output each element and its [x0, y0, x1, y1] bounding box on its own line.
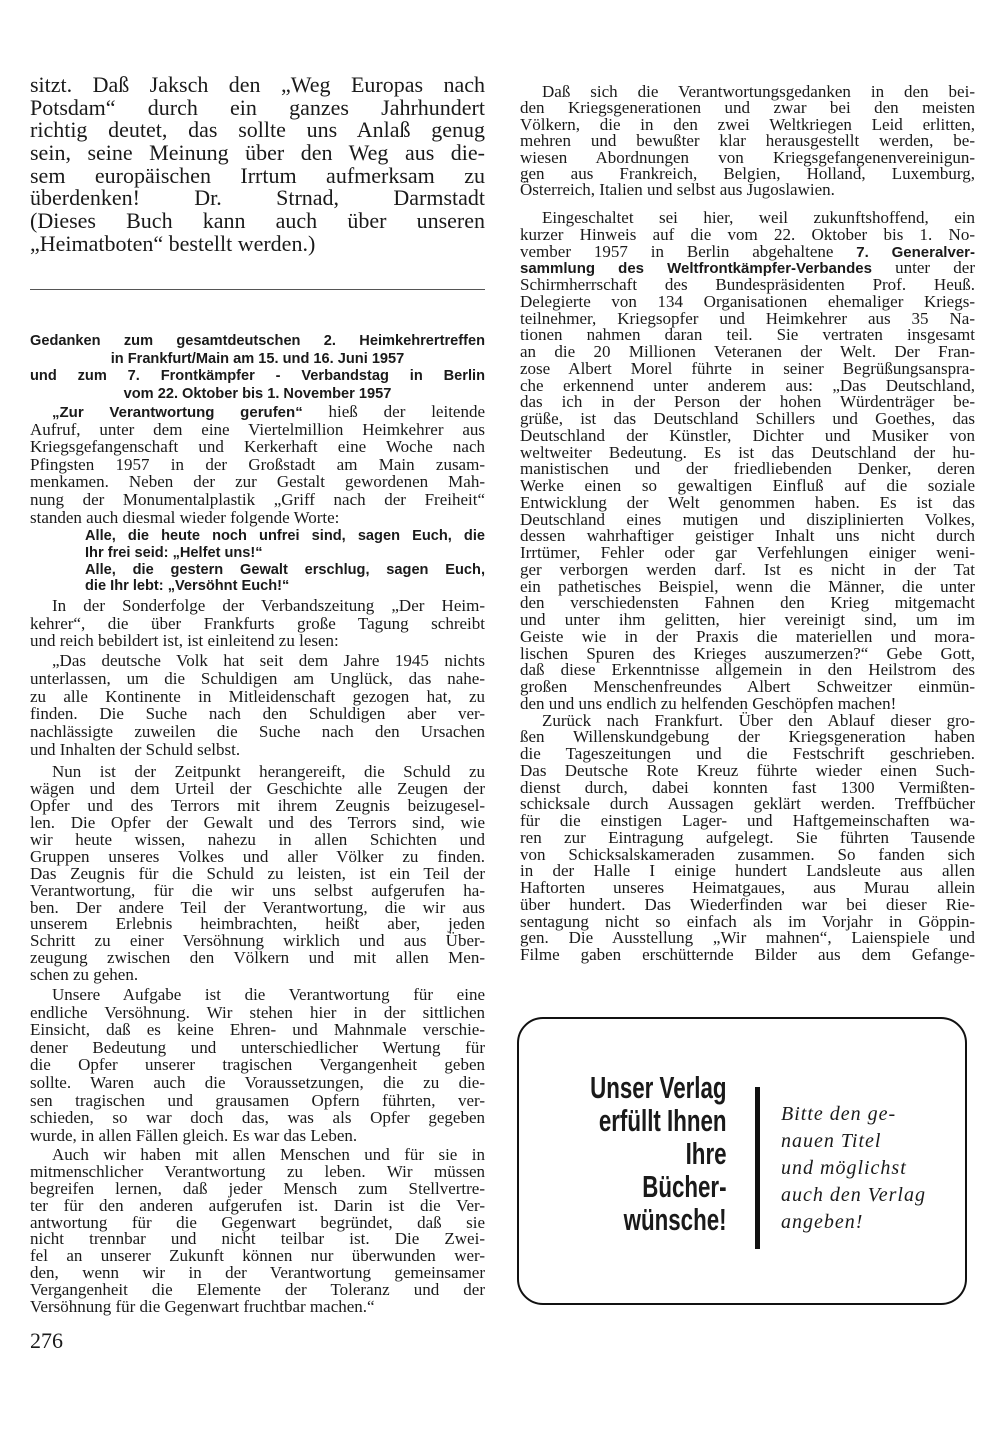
text-line: Opfer und des Terrors mit ihrem Zeugnis beizugesel-: [30, 795, 485, 815]
text-line: Kriegsgefangenschaft und Kerkerhaft eine Woche nach: [30, 437, 485, 457]
text-line: wägen und dem Urteil der Geschichte alle Zeugen der: [30, 778, 485, 798]
text-line: ben. Der andere Teil der Verantwortung, die wir aus: [30, 897, 485, 917]
text-line: (Dieses Buch kann auch über unseren: [30, 208, 485, 234]
text-line: Eingeschaltet sei hier, weil zukunftshoffend, ein: [542, 208, 975, 227]
text-line: an die 20 Millionen Veteranen der Welt. Der Fran-: [520, 342, 975, 361]
text-line: Zurück nach Frankfurt. Über den Ablauf dieser gro-: [542, 710, 975, 730]
ad-headline: [591, 1071, 727, 1236]
text-line: ter für den anderen aufgerufen ist. Darin ist die Ver-: [30, 1195, 485, 1215]
text-line: ßen Willenskundgebung der Kriegsgeneration haben: [520, 727, 975, 747]
text-line: den verschiedensten Fahnen den Krieg mitgemacht: [520, 593, 975, 613]
text-line: Gruppen unseres Volkes und aller Völker zu finden.: [30, 846, 485, 866]
text-line: weltweiter Bedeutung. Es ist das Deutschland der hu-: [520, 442, 975, 462]
text-line: sen tragischen und grausamen Opfern führten, ver-: [30, 1090, 485, 1110]
text-line: sein, seine Meinung über den Weg aus die-: [30, 140, 485, 166]
text-line: die Ihr lebt: „Versöhnt Euch!“: [85, 578, 290, 595]
text-line: sem europäischen Irrtum aufmerksam zu: [30, 162, 485, 188]
text-line: nachlässigte zuweilen die Suche nach den Ursachen: [30, 722, 485, 742]
paragraph-deutsche-volk: [30, 652, 485, 759]
bold-text: sammlung des Weltfrontkämpfer-Verbandes: [520, 260, 872, 278]
text-line: zu alle Kontinente in Mitleidenschaft gezogen hat, zu: [30, 686, 485, 706]
ad-headline-line: erfüllt Ihnen: [599, 1103, 727, 1138]
text-line: in Frankfurt/Main am 15. und 16. Juni 1957: [110, 350, 405, 367]
text-line: wurde, in allen Fällen gleich. Es war das Leben.: [30, 1125, 358, 1145]
text-line: Haftorten unseres Heimatgaues, aus Murau allein: [520, 878, 975, 897]
text-line: von Schicksalskameraden zusammen. So fanden sich: [520, 844, 975, 864]
text-line: wir heute wissen, nahezu in allen Schichten und: [30, 829, 485, 849]
text-line: ger verborgen werden darf. Ist es nicht in der Tat: [520, 559, 975, 579]
ad-note-line: nauen Titel: [781, 1130, 882, 1152]
text-line: den und uns endlich zu helfenden Geschöpfen machen!: [520, 693, 897, 713]
text-line: standen auch diesmal wieder folgende Worte:: [30, 507, 340, 527]
ad-note-line: und möglichst: [781, 1157, 907, 1179]
text-line: grüße, ist das Deutschland Schillers und Goethes, das: [520, 409, 975, 428]
text-line: vom 22. Oktober bis 1. November 1957: [123, 385, 392, 402]
paragraph-verantwortungsgedanken: [520, 84, 975, 199]
text-line: nung der Monumentalplastik „Griff nach der Freiheit“: [30, 489, 485, 509]
text-line: endliche Versöhnung. Wir stehen hier in der sittlichen: [30, 1002, 485, 1022]
text-line: Unsere Aufgabe ist die Verantwortung für eine: [52, 985, 485, 1004]
paragraph-aufgabe: [30, 986, 485, 1144]
text-line: die Opfer unserer tragischen Vergangenheit geben: [30, 1055, 485, 1075]
intro-paragraph: [30, 74, 485, 256]
text-line: Verantwortung, für die wir uns selbst aufgerufen ha-: [30, 880, 485, 900]
text-line: teilnehmer, Kriegsopfer und Heimkehrer aus 35 Na-: [520, 308, 975, 328]
text-line: sitzt. Daß Jaksch den „Weg Europas nach: [30, 72, 485, 97]
text-line: Aufruf, unter dem eine Viertelmillion Heimkehrer aus: [30, 419, 485, 439]
ad-note: [781, 1101, 926, 1236]
ad-note-line: auch den Verlag: [781, 1184, 926, 1206]
text-line: Entwicklung der Welt genommen haben. Es ist das: [520, 492, 975, 512]
paragraph-zeitpunkt: [30, 764, 485, 984]
ad-headline-line: wünsche!: [624, 1202, 727, 1237]
text-line: nicht trennbar und nicht teilbar ist. Die Zwei-: [30, 1229, 485, 1249]
text-line: unserem Erlebnis heimbrachten, heißt aber, jeden: [30, 914, 485, 934]
text-line: wiesen Abordnungen von Kriegsgefangenenvereinigun-: [520, 147, 975, 167]
text-line: und zum 7. Frontkämpfer - Verbandstag in Berlin: [30, 368, 485, 384]
text-line: richtig deutet, das sollte uns Anlaß genug: [30, 117, 485, 143]
text-line: Filme gaben erschütternde Bilder aus dem Gefange-: [520, 945, 975, 964]
text-line: begreifen lernen, daß jeder Mensch zum Stellvertre-: [30, 1178, 485, 1198]
text-line: dienst durch, dabei konnten fast 1300 Vermißten-: [520, 777, 975, 797]
text-line: finden. Die Suche nach den Schuldigen aber ver-: [30, 704, 485, 724]
text-line: in der Halle I einige hundert Landsleute aus allen: [520, 861, 975, 881]
text-line: che erkennend unter anderem aus: „Das Deutschland,: [520, 375, 975, 395]
text-line: Nun ist der Zeitpunkt herangereift, die Schuld zu: [52, 762, 485, 781]
text-line: schen zu gehen.: [30, 965, 139, 985]
text-line: Vergangenheit die Elemente der Toleranz und der: [30, 1280, 485, 1300]
text-line: kehrer“, die über Frankfurts große Tagung schreibt: [30, 613, 485, 633]
text-line: schieden, so war doch das, was als Opfer gegeben: [30, 1108, 485, 1128]
text-line: und Inhalten der Schuld selbst.: [30, 739, 241, 759]
text-line: über hundert. Das Wiederfinden war bei dieser Rie-: [520, 894, 975, 914]
text-segment: unter der: [871, 258, 976, 278]
text-line: dessen wahrhaftiger geistiger Inhalt uns nicht durch: [520, 526, 975, 546]
text-line: Das Deutsche Rote Kreuz führte wieder einen Such-: [520, 760, 975, 780]
paragraph-aufruf: [30, 403, 485, 526]
text-line: unterlassen, um die Schuldigen am Unglück, das nahe-: [30, 668, 485, 688]
text-line: zose Albert Morel führte in seiner Begrüßungsanspra-: [520, 358, 975, 378]
text-line: Delegierte von 134 Organisationen ehemaliger Kriegs-: [520, 291, 975, 311]
text-line: lischen Spuren des Krieges auszumerzen?“ Gebe Gott,: [520, 643, 975, 663]
text-line: menkamen. Neben der zur Gestalt gewordenen Mah-: [30, 472, 485, 492]
ad-note-line: angeben!: [781, 1211, 864, 1233]
text-line: In der Sonderfolge der Verbandszeitung „Der Heim-: [52, 596, 485, 615]
article-heading: [30, 333, 485, 403]
text-line: zeugung zwischen den Völkern und mit allen Men-: [30, 948, 485, 968]
text-line: für die einstigen Lager- und Haftgemeinschaften wa-: [520, 811, 975, 830]
text-line: „Heimatboten“ bestellt werden.): [30, 230, 316, 256]
paragraph-generalversammlung: [520, 210, 975, 713]
text-line: Auch wir haben mit allen Menschen und für sie in: [52, 1145, 485, 1164]
text-line: Pfingsten 1957 in der Großstadt am Main zusam-: [30, 454, 485, 474]
ad-vertical-divider: [755, 1087, 760, 1249]
text-line: Völkern, die in den zwei Weltkriegen Leid erlitten,: [520, 114, 975, 134]
text-line: mehren und bewußter klar herausgestellt werden, be-: [520, 131, 975, 151]
text-line: daß diese Erkenntnisse allgemein in den Heilstrom des: [520, 660, 975, 680]
ad-headline-line: Ihre: [686, 1136, 727, 1171]
text-line: Österreich, Italien und selbst aus Jugoslawien.: [520, 180, 835, 200]
text-line: und unter ihm gelitten, hier vereinigt sind, um im: [520, 610, 975, 629]
paragraph-frankfurt: [520, 710, 975, 964]
text-segment: hieß der leitende: [302, 402, 486, 421]
text-line: Ihr frei seid: „Helfet uns!“: [85, 544, 263, 561]
text-line: manistischen und der friedliebenden Denker, deren: [520, 459, 975, 479]
text-line: dener Bedeutung und unterschiedlicher Wertung für: [30, 1037, 485, 1057]
page-number: 276: [30, 1328, 63, 1353]
text-line: Versöhnung für die Gegenwart fruchtbar machen.“: [30, 1297, 375, 1317]
bold-text: „Zur Verantwortung gerufen“: [52, 404, 303, 421]
text-line: Daß sich die Verantwortungsgedanken in den bei-: [542, 82, 975, 101]
text-line: den Kriegsgenerationen und zwar bei den meisten: [520, 98, 975, 118]
text-line: das ich in der Person der hohen Würdenträger be-: [520, 392, 975, 412]
paragraph-sonderfolge: [30, 597, 485, 650]
text-line: Schritt zu einer Versöhnung wirklich und aus Über-: [30, 931, 485, 951]
text-line: Alle, die heute noch unfrei sind, sagen Euch, die: [85, 528, 485, 544]
text-line: schicksale durch Aussagen geklärt werden. Treffbücher: [520, 794, 975, 814]
text-line: ren zur Eintragung aufgelegt. Sie führten Tausende: [520, 827, 975, 847]
text-line: gen aus Frankreich, Belgien, Holland, Luxemburg,: [520, 163, 975, 183]
text-line: Potsdam“ durch ein ganzes Jahrhundert: [30, 94, 485, 120]
text-line: fel an unserer Zukunft können nur überwunden wer-: [30, 1246, 485, 1266]
text-line: Gedanken zum gesamtdeutschen 2. Heimkehrertreffen: [30, 333, 485, 349]
publisher-ad-box: [517, 1017, 967, 1305]
text-line: die Tageszeitungen und die Festschrift geschrieben.: [520, 744, 975, 763]
quote-block: [85, 528, 485, 595]
text-line: großen Menschenfreundes Albert Schweitzer einmün-: [520, 677, 975, 696]
text-line: Alle, die gestern Gewalt erschlug, sagen Euch,: [85, 561, 485, 578]
text-line: antwortung für die Gegenwart begründet, daß sie: [30, 1212, 485, 1232]
ad-note-line: Bitte den ge-: [781, 1103, 897, 1125]
text-line: Deutschland der Künstler, Dichter und Musiker von: [520, 425, 975, 445]
text-line: und reich bebildert ist, ist einleitend zu lesen:: [30, 631, 339, 651]
ad-headline-line: Bücher-: [642, 1169, 727, 1204]
bold-text: 7. Generalver-: [856, 243, 975, 261]
text-line: Einsicht, daß es keine Ehren- und Mahnmale verschie-: [30, 1020, 485, 1040]
text-line: gen. Die Ausstellung „Wir mahnen“, Laienspiele und: [520, 928, 975, 948]
text-line: sentagung nicht so einfach als im Vorjahr in Göppin-: [520, 911, 975, 931]
text-line: len. Die Opfer der Gewalt und des Terrors sind, wie: [30, 812, 485, 832]
text-line: mitmenschlicher Verantwortung zu leben. Wir müssen: [30, 1161, 485, 1181]
text-line: tionen nahmen daran teil. Sie vertraten insgesamt: [520, 325, 975, 345]
text-line: [30, 403, 485, 421]
ad-headline-line: Unser Verlag: [590, 1070, 727, 1105]
text-line: Irrtümer, Fehler oder gar Verfehlungen einiger weni-: [520, 543, 975, 562]
text-line: „Das deutsche Volk hat seit dem Jahre 1945 nichts: [52, 651, 485, 670]
text-segment: vember 1957 in Berlin abgehaltene: [520, 241, 857, 261]
text-line: Das Zeugnis für die Schuld zu leisten, ist ein Teil der: [30, 863, 485, 883]
text-line: Werke einen so gewaltigen Einfluß auf die soziale: [520, 476, 975, 495]
text-line: ein pathetisches Beispiel, wenn die Männer, die unter: [520, 576, 975, 596]
text-line: Schirmherrschaft des Bundespräsidenten Prof. Heuß.: [520, 275, 975, 294]
text-line: kurzer Hinweis auf die vom 22. Oktober bis 1. No-: [520, 224, 975, 244]
text-line: den, wenn wir in der Verantwortung gemeinsamer: [30, 1263, 485, 1283]
text-line: sollte. Waren auch die Voraussetzungen, die zu die-: [30, 1072, 485, 1092]
text-line: Deutschland eines mutigen und disziplinierten Volkes,: [520, 509, 975, 529]
text-line: überdenken! Dr. Strnad, Darmstadt: [30, 185, 485, 211]
section-divider: [30, 289, 485, 290]
paragraph-mitmenschlich: [30, 1147, 485, 1316]
text-line: Geiste wie in der Praxis die materiellen und mora-: [520, 626, 975, 646]
